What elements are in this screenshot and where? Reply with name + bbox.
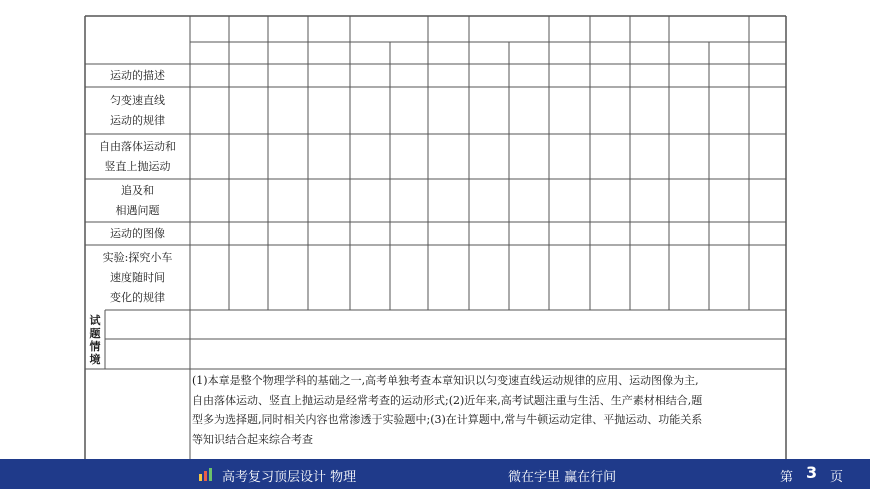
exam-year bbox=[749, 42, 786, 64]
situation-content bbox=[190, 339, 786, 369]
topic-label-line: 自由落体运动和 bbox=[99, 139, 176, 153]
province-name bbox=[350, 16, 428, 42]
question-cell bbox=[669, 245, 709, 310]
footer-motto: 微在字里 赢在行间 bbox=[508, 470, 617, 485]
exam-year bbox=[390, 42, 428, 64]
question-cell bbox=[390, 245, 428, 310]
province-name bbox=[549, 16, 590, 42]
topic-label bbox=[85, 87, 190, 134]
topic-label-line: 变化的规律 bbox=[110, 290, 165, 304]
exam-year bbox=[428, 42, 469, 64]
topic-label-line: 运动的规律 bbox=[110, 113, 165, 127]
exam-year bbox=[229, 42, 268, 64]
footer-title: 高考复习顶层设计 物理 bbox=[222, 470, 357, 485]
page-suffix: 页 bbox=[830, 470, 844, 485]
question-cell bbox=[549, 222, 590, 245]
province-name bbox=[308, 16, 350, 42]
situation-type bbox=[105, 339, 190, 369]
topic-label bbox=[85, 245, 190, 310]
forecast-line: 等知识结合起来综合考查 bbox=[192, 432, 313, 446]
question-cell bbox=[509, 87, 549, 134]
question-cell bbox=[308, 222, 350, 245]
exam-year bbox=[509, 42, 549, 64]
exam-year bbox=[549, 42, 590, 64]
province-name bbox=[749, 16, 786, 42]
topic-label-line: 速度随时间 bbox=[110, 270, 165, 284]
footer-bar bbox=[0, 459, 870, 489]
province-name bbox=[630, 16, 669, 42]
question-cell bbox=[350, 179, 390, 222]
question-cell bbox=[229, 87, 268, 134]
topic-label bbox=[85, 222, 190, 245]
province-name bbox=[428, 16, 469, 42]
topic-label-line: 运动的图像 bbox=[110, 226, 165, 240]
logo-icon bbox=[198, 468, 214, 481]
corner-label bbox=[85, 16, 190, 64]
province-name bbox=[469, 16, 549, 42]
question-cell bbox=[268, 134, 308, 179]
topic-label bbox=[85, 179, 190, 222]
situation-group-text: 试题情境 bbox=[89, 313, 101, 366]
exam-year bbox=[308, 42, 350, 64]
topic-label bbox=[85, 134, 190, 179]
province-name bbox=[229, 16, 268, 42]
province-name bbox=[268, 16, 308, 42]
topic-label-line: 匀变速直线 bbox=[110, 93, 165, 107]
situation-content bbox=[190, 310, 786, 339]
forecast-line: 型多为选择题,同时相关内容也常渗透于实验题中;(3)在计算题中,常与牛顿运动定律、平抛运动、功能关系 bbox=[192, 413, 703, 426]
question-cell bbox=[630, 87, 669, 134]
exam-year bbox=[268, 42, 308, 64]
page-prefix: 第 bbox=[780, 470, 794, 485]
topic-label bbox=[85, 64, 190, 87]
exam-year bbox=[350, 42, 390, 64]
forecast-text bbox=[192, 371, 782, 449]
topic-label-line: 运动的描述 bbox=[110, 68, 165, 82]
topic-label-line: 实验:探究小车 bbox=[102, 250, 173, 264]
page-number: 3 bbox=[806, 463, 818, 482]
forecast-label bbox=[85, 369, 190, 460]
question-cell bbox=[469, 87, 509, 134]
province-name bbox=[590, 16, 630, 42]
situation-group-label bbox=[85, 310, 105, 369]
situation-type bbox=[105, 310, 190, 339]
forecast-line: (1)本章是整个物理学科的基础之一,高考单独考查本章知识以匀变速直线运动规律的应用、运动图像为主, bbox=[192, 374, 699, 387]
province-name bbox=[190, 16, 229, 42]
topic-label-line: 相遇问题 bbox=[115, 203, 160, 217]
question-cell bbox=[590, 179, 630, 222]
exam-year bbox=[709, 42, 749, 64]
topic-label-line: 追及和 bbox=[121, 183, 154, 197]
question-cell bbox=[190, 64, 229, 87]
forecast-line: 自由落体运动、竖直上抛运动是经常考查的运动形式;(2)近年来,高考试题注重与生活、生产素材相结合,题 bbox=[192, 393, 703, 407]
province-name bbox=[669, 16, 749, 42]
exam-year bbox=[590, 42, 630, 64]
question-cell bbox=[630, 64, 669, 87]
topic-label-line: 竖直上抛运动 bbox=[104, 159, 171, 173]
question-cell bbox=[229, 134, 268, 179]
question-cell bbox=[709, 222, 749, 245]
exam-year bbox=[190, 42, 229, 64]
exam-year bbox=[469, 42, 509, 64]
exam-year bbox=[630, 42, 669, 64]
exam-year bbox=[669, 42, 709, 64]
question-cell bbox=[669, 64, 709, 87]
